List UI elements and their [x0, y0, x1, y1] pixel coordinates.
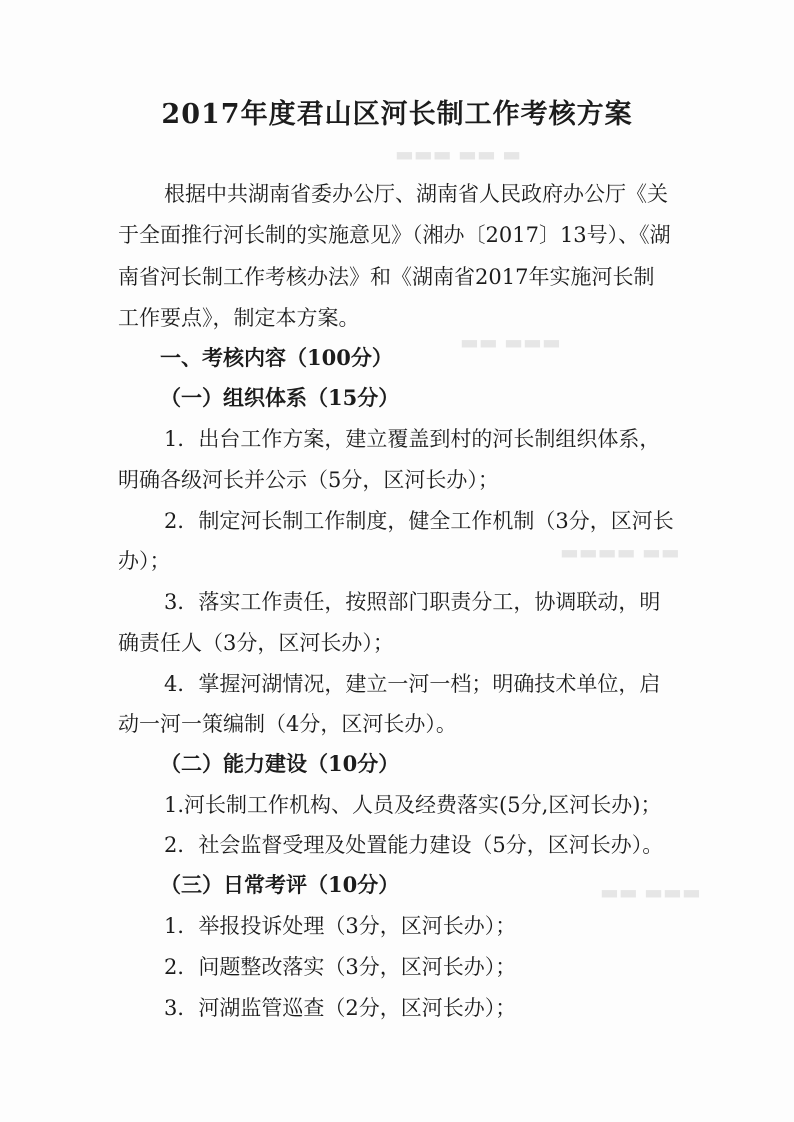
body-line: 2．社会监督受理及处置能力建设（5分，区河长办）。: [164, 833, 664, 857]
subsection-heading: （三）日常考评（10分）: [160, 872, 400, 897]
body-line: 3．河湖监管巡查（2分，区河长办）；: [164, 996, 517, 1020]
document-title: 2017年度君山区河长制工作考核方案: [161, 99, 633, 130]
section-heading: 一、考核内容（100分）: [160, 345, 393, 370]
body-line: 1.河长制工作机构、人员及经费落实(5分,区河长办)；: [164, 793, 662, 817]
body-line: 确责任人（3分，区河长办）；: [118, 631, 394, 655]
body-line: 2．制定河长制工作制度，健全工作机制（3分，区河长: [164, 509, 674, 533]
show-through-texture: ▬▬ ▬▬▬: [600, 880, 701, 904]
body-line: 1．举报投诉处理（3分，区河长办）；: [164, 914, 517, 938]
intro-line: 南省河长制工作考核办法》和《湖南省2017年实施河长制: [118, 265, 655, 289]
show-through-texture: ▬▬▬▬ ▬▬: [560, 540, 680, 564]
intro-line: 于全面推行河长制的实施意见》（湘办〔2017〕13号）、《湖: [118, 223, 671, 247]
body-line: 1．出台工作方案，建立覆盖到村的河长制组织体系，: [164, 427, 661, 451]
body-line: 办）；: [118, 549, 171, 573]
subsection-heading: （二）能力建设（10分）: [160, 751, 400, 776]
body-line: 动一河一策编制（4分，区河长办）。: [118, 712, 457, 736]
intro-line: 工作要点》，制定本方案。: [118, 306, 360, 330]
body-line: 3．落实工作责任，按照部门职责分工，协调联动，明: [164, 590, 661, 614]
body-line: 2．问题整改落实（3分，区河长办）；: [164, 955, 517, 979]
show-through-texture: ▬▬▬ ▬▬ ▬: [395, 142, 522, 166]
body-line: 4．掌握河湖情况，建立一河一档；明确技术单位，启: [164, 672, 661, 696]
subsection-heading: （一）组织体系（15分）: [160, 385, 400, 410]
show-through-texture: ▬▬ ▬▬▬: [460, 330, 561, 354]
body-line: 明确各级河长并公示（5分，区河长办）；: [118, 468, 499, 492]
intro-line: 根据中共湖南省委办公厅、湖南省人民政府办公厅《关: [164, 182, 668, 206]
